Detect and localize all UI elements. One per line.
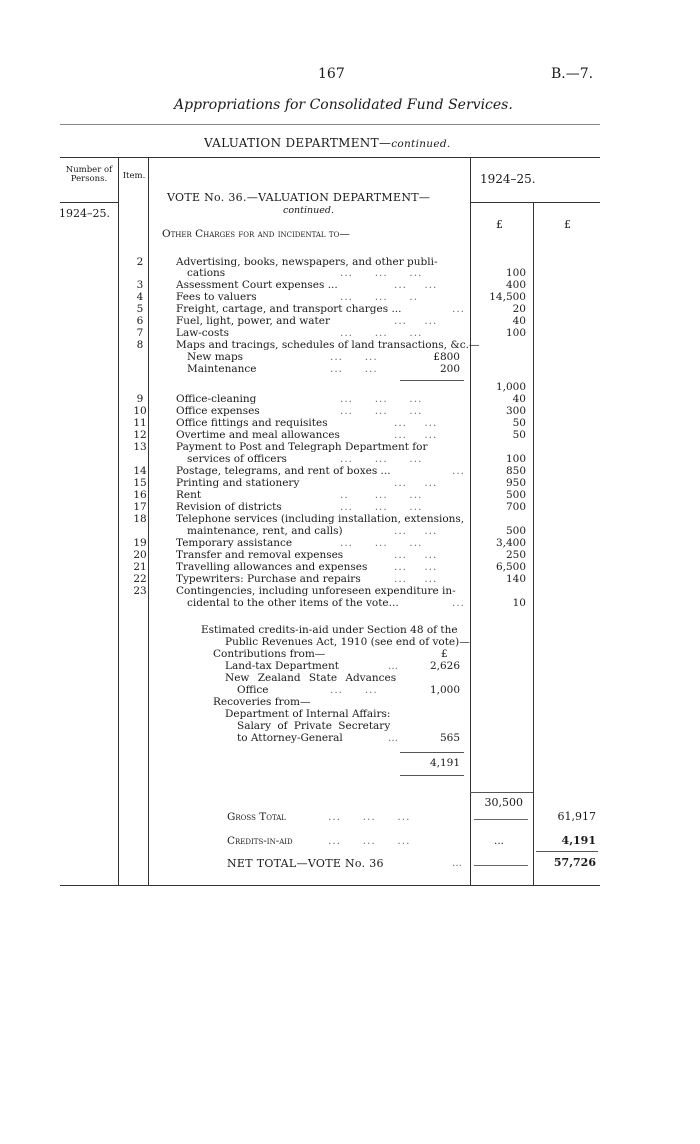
sub-item-amount: 200 bbox=[439, 363, 460, 375]
item-description: Freight, cartage, and transport charges ... bbox=[176, 303, 402, 315]
department-suffix: continued. bbox=[391, 138, 451, 150]
leader-dots: ... ... ... bbox=[340, 537, 423, 549]
item-amount: 950 bbox=[505, 477, 526, 489]
leader-dots: ... bbox=[388, 660, 399, 672]
item-description: Travelling allowances and expenses bbox=[176, 561, 368, 573]
section-heading: Other Charges for and incidental to— bbox=[162, 228, 350, 240]
item-amount: 10 bbox=[512, 597, 526, 609]
item-amount: 500 bbox=[505, 489, 526, 501]
item-description: Temporary assistance bbox=[176, 537, 293, 549]
land-tax-label: Land-tax Department bbox=[225, 660, 340, 672]
table-row bbox=[0, 429, 700, 441]
table-row bbox=[0, 597, 700, 609]
credits-pound-sign: £ bbox=[441, 648, 448, 660]
leader-dots: ... ... bbox=[330, 363, 378, 375]
table-row bbox=[0, 351, 700, 363]
item-description: Fees to valuers bbox=[176, 291, 257, 303]
item-amount: 850 bbox=[505, 465, 526, 477]
item-number: 4 bbox=[136, 291, 144, 303]
item-amount: 20 bbox=[512, 303, 526, 315]
item-number: 20 bbox=[133, 549, 147, 561]
pound-sign-items: £ bbox=[496, 218, 503, 231]
item-amount: 100 bbox=[505, 267, 526, 279]
item-description: Fuel, light, power, and water bbox=[176, 315, 330, 327]
credits-in-aid-value: 4,191 bbox=[561, 834, 596, 847]
leader-dots: ... ... ... bbox=[328, 835, 411, 847]
leader-dots: ... ... bbox=[394, 417, 438, 429]
table-row bbox=[0, 339, 700, 351]
item-description: Law-costs bbox=[176, 327, 229, 339]
item-number: 18 bbox=[133, 513, 147, 525]
item-amount: 50 bbox=[512, 417, 526, 429]
table-row bbox=[0, 477, 700, 489]
header-rule bbox=[60, 124, 600, 125]
leader-dots: ... ... bbox=[394, 525, 438, 537]
item-number: 14 bbox=[133, 465, 147, 477]
item-number: 16 bbox=[133, 489, 147, 501]
leader-dots: ... ... bbox=[394, 429, 438, 441]
nz-state-amount: 1,000 bbox=[429, 684, 460, 696]
item-number: 9 bbox=[136, 393, 144, 405]
table-row bbox=[0, 327, 700, 339]
credits-intro-line1: Estimated credits-in-aid under Section 48 of the bbox=[201, 624, 458, 636]
department-name: VALUATION DEPARTMENT— bbox=[204, 136, 392, 150]
gross-total-value: 61,917 bbox=[557, 810, 596, 823]
salary-label-cont: to Attorney-General bbox=[237, 732, 343, 744]
land-tax-amount: 2,626 bbox=[429, 660, 460, 672]
item-description: Contingencies, including unforeseen expenditure in- bbox=[176, 585, 456, 597]
net-mid-rule bbox=[474, 865, 528, 866]
item-number: 23 bbox=[133, 585, 147, 597]
salary-amount: 565 bbox=[439, 732, 460, 744]
leader-dots: ... ... ... bbox=[340, 453, 423, 465]
table-row bbox=[0, 315, 700, 327]
item-amount: 3,400 bbox=[495, 537, 526, 549]
leader-dots: ... bbox=[452, 597, 466, 609]
net-rule bbox=[536, 851, 598, 852]
leader-dots: ... ... ... bbox=[340, 327, 423, 339]
items-subtotal-rule bbox=[470, 792, 533, 793]
net-total-value: 57,726 bbox=[553, 856, 596, 869]
department-heading bbox=[204, 136, 451, 150]
item-amount: 700 bbox=[505, 501, 526, 513]
nz-state-label: New Zealand State Advances bbox=[225, 672, 397, 684]
table-row bbox=[0, 303, 700, 315]
page-title: Appropriations for Consolidated Fund Services. bbox=[174, 97, 513, 113]
table-row bbox=[0, 537, 700, 549]
nz-state-label-cont: Office bbox=[237, 684, 269, 696]
leader-dots: ... ... bbox=[394, 279, 438, 291]
table-row bbox=[0, 279, 700, 291]
credits-in-aid-label: Credits-in-aid bbox=[227, 835, 293, 847]
item-number: 15 bbox=[133, 477, 147, 489]
table-row bbox=[0, 267, 700, 279]
item-amount: 14,500 bbox=[489, 291, 526, 303]
item-number: 10 bbox=[133, 405, 147, 417]
salary-label: Salary of Private Secretary bbox=[237, 720, 391, 732]
item-amount: 100 bbox=[505, 453, 526, 465]
leader-dots: ... ... bbox=[394, 477, 438, 489]
table-row bbox=[0, 489, 700, 501]
page-number: 167 bbox=[318, 66, 345, 82]
table-row bbox=[0, 417, 700, 429]
item-amount: 50 bbox=[512, 429, 526, 441]
persons-year: 1924–25. bbox=[59, 207, 110, 220]
table-row bbox=[0, 501, 700, 513]
item-description: Rent bbox=[176, 489, 202, 501]
leader-dots: ... ... ... bbox=[328, 811, 411, 823]
leader-dots: ... ... ... bbox=[340, 501, 423, 513]
leader-dots: ... ... bbox=[394, 573, 438, 585]
item-number: 11 bbox=[133, 417, 147, 429]
item-description: Transfer and removal expenses bbox=[176, 549, 344, 561]
item-number: 8 bbox=[136, 339, 144, 351]
item-number: 6 bbox=[136, 315, 144, 327]
leader-dots: ... ... bbox=[394, 315, 438, 327]
vote-continued: continued. bbox=[283, 205, 334, 216]
item-number: 7 bbox=[136, 327, 144, 339]
leader-dots: ... ... bbox=[394, 561, 438, 573]
item-amount: 300 bbox=[505, 405, 526, 417]
table-row bbox=[0, 381, 700, 393]
item-amount: 250 bbox=[505, 549, 526, 561]
item-number: 3 bbox=[136, 279, 144, 291]
leader-dots: ... bbox=[452, 857, 463, 869]
item-number: 12 bbox=[133, 429, 147, 441]
item-number: 13 bbox=[133, 441, 147, 453]
item-description: Overtime and meal allowances bbox=[176, 429, 340, 441]
col-header-number-of-persons: Number of Persons. bbox=[65, 165, 113, 184]
table-row bbox=[0, 573, 700, 585]
item-description-cont: cidental to the other items of the vote... bbox=[187, 597, 399, 609]
credits-subtotal-rule bbox=[400, 752, 464, 753]
item-amount: 500 bbox=[505, 525, 526, 537]
item-number: 21 bbox=[133, 561, 147, 573]
sub-item-label: Maintenance bbox=[187, 363, 257, 375]
col-header-year: 1924–25. bbox=[480, 172, 536, 186]
leader-dots: ... bbox=[452, 465, 466, 477]
item-number: 5 bbox=[136, 303, 144, 315]
item-description: Office fittings and requisites bbox=[176, 417, 328, 429]
persons-header-rule bbox=[60, 202, 118, 203]
document-reference: B.—7. bbox=[551, 66, 594, 82]
leader-dots: ... ... ... bbox=[340, 405, 423, 417]
item-description: Printing and stationery bbox=[176, 477, 300, 489]
vote-title: VOTE No. 36.—VALUATION DEPARTMENT— bbox=[167, 191, 431, 204]
table-row bbox=[0, 441, 700, 453]
item-description: Assessment Court expenses ... bbox=[176, 279, 338, 291]
item-description: Office expenses bbox=[176, 405, 260, 417]
leader-dots: ... ... ... bbox=[340, 393, 423, 405]
item-description: Maps and tracings, schedules of land transactions, &c.— bbox=[176, 339, 480, 351]
item-amount: 40 bbox=[512, 393, 526, 405]
table-row bbox=[0, 549, 700, 561]
table-row bbox=[0, 465, 700, 477]
item-description: Office-cleaning bbox=[176, 393, 257, 405]
gross-rule bbox=[474, 819, 528, 820]
item-amount: 100 bbox=[505, 327, 526, 339]
net-total-label: NET TOTAL—VOTE No. 36 bbox=[227, 857, 384, 870]
leader-dots: ... ... .. bbox=[340, 291, 419, 303]
table-row bbox=[0, 291, 700, 303]
item-number: 22 bbox=[133, 573, 147, 585]
item-description: Postage, telegrams, and rent of boxes ... bbox=[176, 465, 391, 477]
item-amount: 140 bbox=[505, 573, 526, 585]
table-row bbox=[0, 513, 700, 525]
credits-total: 4,191 bbox=[429, 757, 460, 769]
credits-intro-line2: Public Revenues Act, 1910 (see end of vote)— bbox=[225, 636, 470, 648]
dia-label: Department of Internal Affairs: bbox=[225, 708, 391, 720]
gross-total-label: Gross Total bbox=[227, 811, 286, 823]
table-row bbox=[0, 585, 700, 597]
item-number: 17 bbox=[133, 501, 147, 513]
item-amount: 400 bbox=[505, 279, 526, 291]
item-description-cont: maintenance, rent, and calls) bbox=[187, 525, 343, 537]
leader-dots: ... ... bbox=[394, 549, 438, 561]
table-row bbox=[0, 561, 700, 573]
table-top-rule bbox=[60, 157, 600, 158]
item-description-cont: services of officers bbox=[187, 453, 287, 465]
item-number: 19 bbox=[133, 537, 147, 549]
leader-dots: ... bbox=[388, 732, 399, 744]
item-amount: 6,500 bbox=[495, 561, 526, 573]
leader-dots: ... ... ... bbox=[340, 267, 423, 279]
item-description: Revision of districts bbox=[176, 501, 282, 513]
pound-sign-totals: £ bbox=[564, 218, 571, 231]
item-description-cont: cations bbox=[187, 267, 226, 279]
leader-dots: ... bbox=[452, 303, 466, 315]
table-row bbox=[0, 453, 700, 465]
leader-dots: .. ... ... bbox=[340, 489, 423, 501]
year-header-rule bbox=[470, 202, 600, 203]
credits-in-aid-mid: ... bbox=[494, 835, 505, 847]
item-amount: 1,000 bbox=[495, 381, 526, 393]
item-description: Payment to Post and Telegraph Department for bbox=[176, 441, 428, 453]
items-subtotal: 30,500 bbox=[484, 796, 523, 809]
credits-total-rule bbox=[400, 775, 464, 776]
col-header-item: Item. bbox=[122, 171, 146, 181]
table-row bbox=[0, 405, 700, 417]
sub-item-amount: £800 bbox=[433, 351, 460, 363]
table-row bbox=[0, 393, 700, 405]
recoveries-heading: Recoveries from— bbox=[213, 696, 311, 708]
sub-item-label: New maps bbox=[187, 351, 244, 363]
item-description: Advertising, books, newspapers, and other publi- bbox=[176, 256, 438, 268]
contributions-heading: Contributions from— bbox=[213, 648, 326, 660]
table-row bbox=[0, 363, 700, 375]
table-row bbox=[0, 525, 700, 537]
table-bottom-rule bbox=[60, 885, 600, 886]
item-amount: 40 bbox=[512, 315, 526, 327]
item-number: 2 bbox=[136, 256, 144, 268]
item-description: Telephone services (including installation, extensions, bbox=[176, 513, 465, 525]
item-description: Typewriters: Purchase and repairs bbox=[176, 573, 361, 585]
leader-dots: ... ... bbox=[330, 684, 378, 696]
leader-dots: ... ... bbox=[330, 351, 378, 363]
